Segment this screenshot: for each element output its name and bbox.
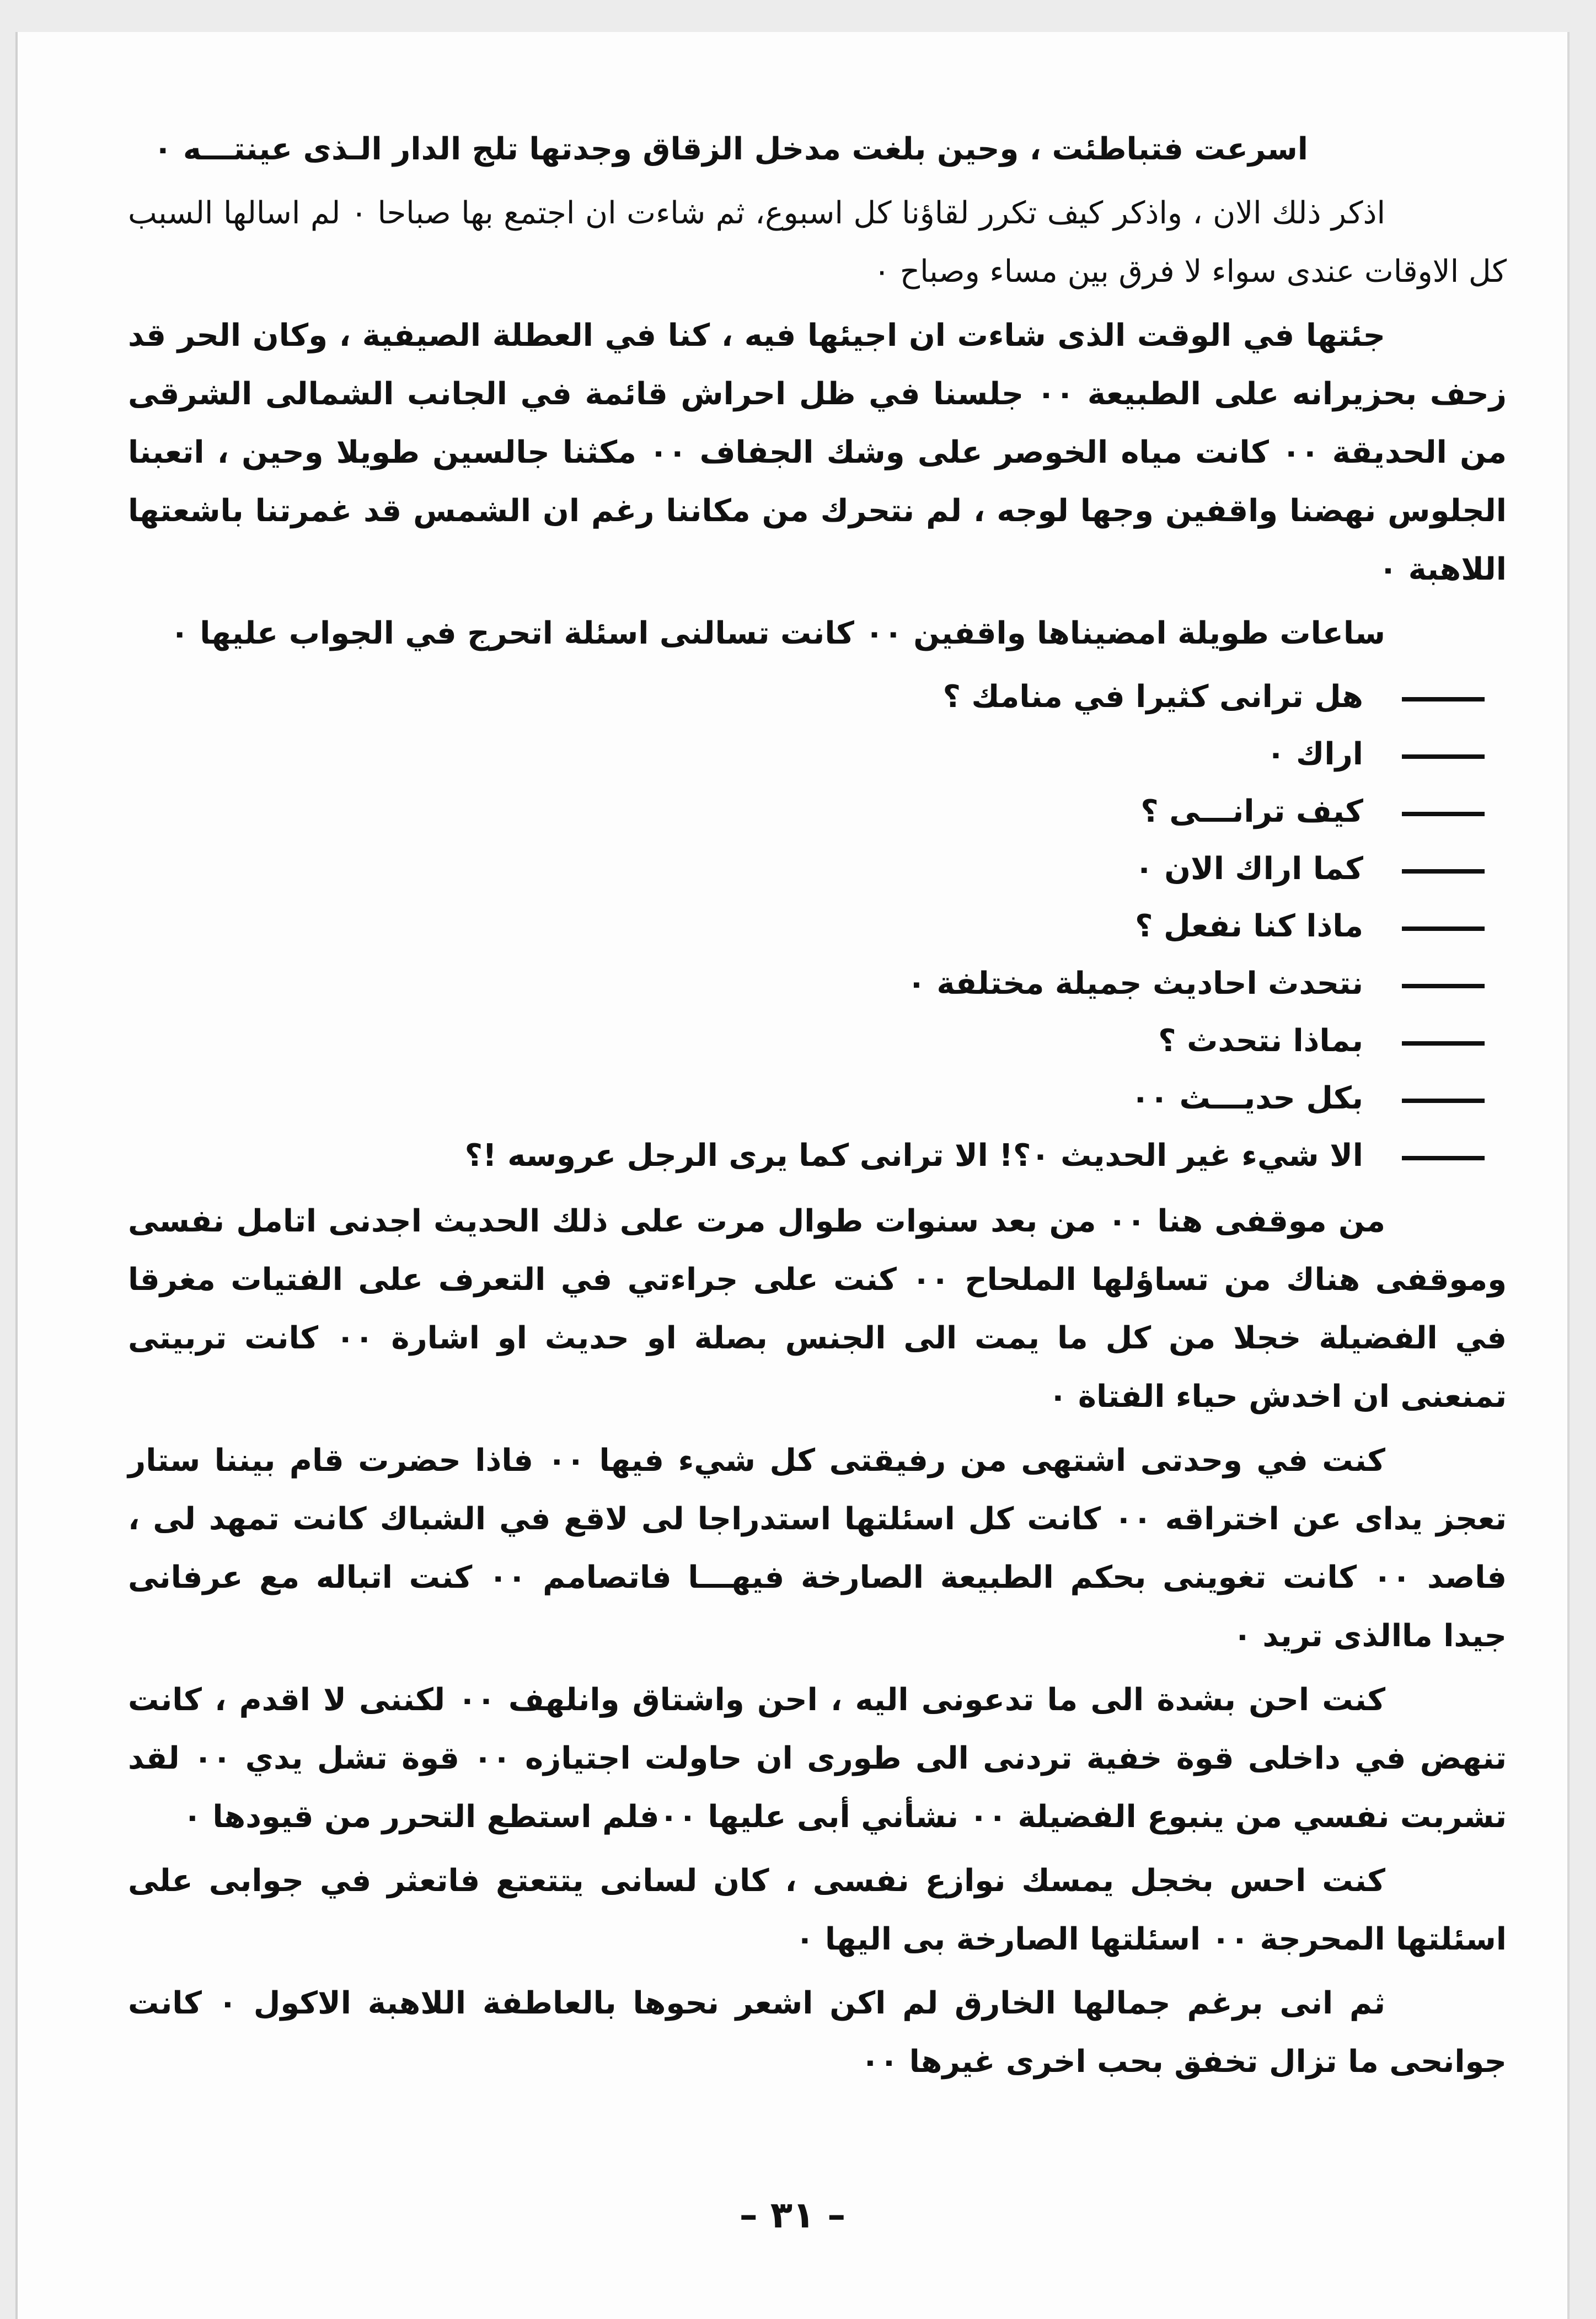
dialogue-line: [128, 1127, 1507, 1185]
dialogue-text: الا شيء غير الحديث ٠؟! الا ترانى كما يرى الرجل عروسه !؟: [464, 1138, 1363, 1174]
dash-mark: [1402, 1041, 1485, 1046]
dash-mark: [1402, 869, 1485, 874]
paragraph-9: ثم انى برغم جمالها الخارق لم اكن اشعر نحوها بالعاطفة اللاهبة الاكول ٠ كانت جوانحى ما تزال تخفق بحب اخرى غيرها ٠٠: [128, 1985, 1507, 2080]
paragraph-4: ساعات طويلة امضيناها واقفين ٠٠ كانت تسالنى اسئلة اتحرج في الجواب عليها ٠: [170, 615, 1385, 651]
dialogue-line: [128, 1070, 1507, 1127]
dialogue-line: [128, 840, 1507, 898]
dialogue-line: [128, 898, 1507, 955]
paragraph-8: كنت احس بخجل يمسك نوازع نفسى ، كان لسانى يتتعتع فاتعثر في جوابى على اسئلتها المحرجة ٠٠ اسئلتها الصارخة بى اليها ٠: [128, 1863, 1507, 1957]
dialogue-line: [128, 1013, 1507, 1070]
dash-mark: [1402, 812, 1485, 816]
dialogue-text: اراك ٠: [1266, 736, 1363, 772]
dash-mark: [1402, 1099, 1485, 1103]
page-body-text: [128, 120, 1507, 2194]
paragraph-1: اسرعت فتباطئت ، وحين بلغت مدخل الزقاق وجدتها تلج الدار الـذى عينتـــه ٠: [153, 131, 1308, 167]
dialogue-line: [128, 955, 1507, 1013]
dash-mark: [1402, 754, 1485, 759]
dialogue-text: كيف ترانـــى ؟: [1140, 794, 1363, 829]
paragraph-7: كنت احن بشدة الى ما تدعونى اليه ، احن واشتاق وانلهف ٠٠ لكننى لا اقدم ، كانت تنهض في داخلى قوة خفية تردنى الى طورى ان حاولت اجتيازه ٠٠ قوة تشل يدي ٠٠ لقد تشربت نفسي من ينبوع الفضيلة ٠٠ نشأني أبى عليها ٠٠فلم استطع التحرر من قيودها ٠: [128, 1682, 1507, 1835]
book-page: [15, 32, 1570, 2319]
dialogue-list: [128, 668, 1507, 1185]
dash-mark: [1402, 1156, 1485, 1160]
page-number: – ٣١ –: [739, 2194, 846, 2236]
paragraph-5: من موقفى هنا ٠٠ من بعد سنوات طوال مرت على ذلك الحديث اجدنى اتامل نفسى وموقفى هناك من تساؤلها الملحاح ٠٠ كنت على جراءتي في التعرف على الفتيات مغرقا في الفضيلة خجلا من كل ما يمت الى الجنس بصلة او حديث او اشارة ٠٠ كانت تربيتى تمنعنى ان اخدش حياء الفتاة ٠: [128, 1203, 1507, 1415]
dialogue-text: بكل حديـــث ٠٠: [1131, 1080, 1363, 1116]
dash-mark: [1402, 984, 1485, 988]
paragraph-2: اذكر ذلك الان ، واذكر كيف تكرر لقاؤنا كل اسبوع، ثم شاءت ان اجتمع بها صباحا ٠ لم اسالها السبب كل الاوقات عندى سواء لا فرق بين مساء وصباح ٠: [128, 195, 1507, 290]
dash-mark: [1402, 926, 1485, 931]
dialogue-text: نتحدث احاديث جميلة مختلفة ٠: [907, 966, 1363, 1001]
dialogue-line: [128, 668, 1507, 726]
paragraph-3: جئتها في الوقت الذى شاءت ان اجيئها فيه ، كنا في العطلة الصيفية ، وكان الحر قد زحف بحزيرانه على الطبيعة ٠٠ جلسنا في ظل احراش قائمة في الجانب الشمالى الشرقى من الحديقة ٠٠ كانت مياه الخوصر على وشك الجفاف ٠٠ مكثنا جالسين طويلا وحين ، اتعبنا الجلوس نهضنا واقفين وجها لوجه ، لم نتحرك من مكاننا رغم ان الشمس قد غمرتنا باشعتها اللاهبة ٠: [128, 318, 1507, 587]
paragraph-6: كنت في وحدتى اشتهى من رفيقتى كل شيء فيها ٠٠ فاذا حضرت قام بيننا ستار تعجز يداى عن اختراقه ٠٠ كانت كل اسئلتها استدراجا لى لاقع في الشباك كانت تمهد لى ، فاصد ٠٠ كانت تغوينى بحكم الطبيعة الصارخة فيهـــا فاتصامم ٠٠ كنت اتباله مع عرفانى جيدا ماالذى تريد ٠: [128, 1443, 1507, 1654]
dialogue-text: هل ترانى كثيرا في منامك ؟: [942, 679, 1363, 715]
dialogue-line: [128, 783, 1507, 840]
dialogue-line: [128, 726, 1507, 783]
dialogue-text: بماذا نتحدث ؟: [1158, 1023, 1363, 1059]
dialogue-text: كما اراك الان ٠: [1134, 851, 1363, 887]
dash-mark: [1402, 697, 1485, 701]
dialogue-text: ماذا كنا نفعل ؟: [1135, 908, 1363, 944]
